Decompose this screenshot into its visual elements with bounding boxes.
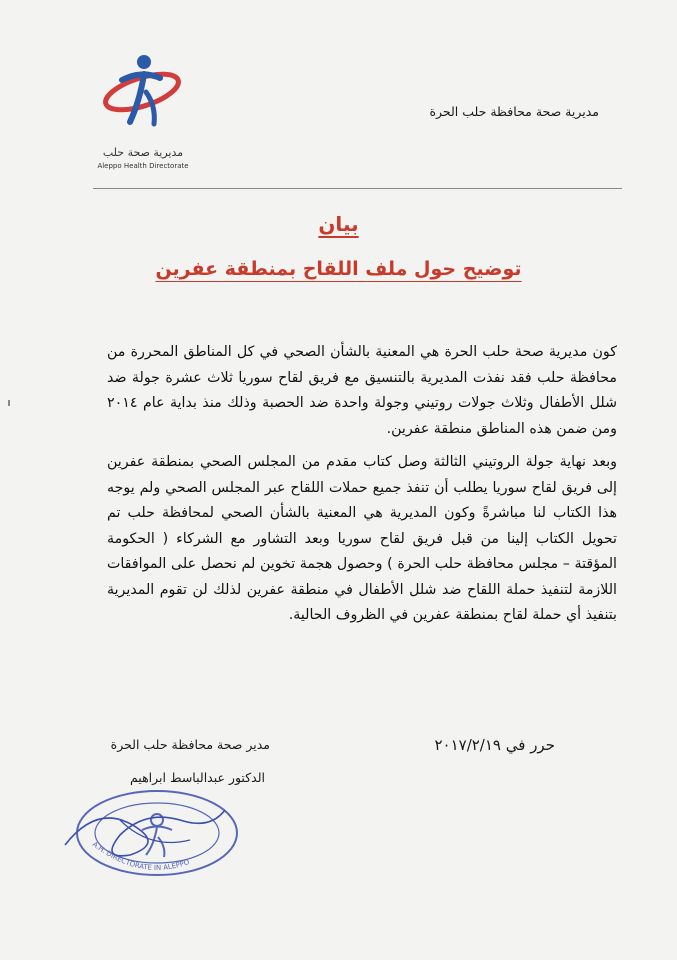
statement-title	[0, 212, 677, 236]
aleppo-health-logo	[88, 40, 198, 180]
logo-arabic-text: مديرية صحة حلب	[102, 146, 184, 159]
handwritten-signature	[60, 790, 230, 873]
scan-artifact	[8, 400, 10, 406]
statement-title-text: بيان	[318, 212, 359, 236]
signatory-name: الدكتور عبدالباسط ابراهيم	[129, 770, 265, 785]
header-divider	[93, 188, 622, 189]
statement-subtitle: توضيح حول ملف اللقاح بمنطقة عفرين	[155, 258, 522, 280]
signatory-title: مدير صحة محافظة حلب الحرة	[110, 737, 270, 752]
paragraph-2: وبعد نهاية جولة الروتيني الثالثة وصل كتاب مقدم من المجلس الصحي بمنطقة عفرين إلى فريق لقاح سوريا يطلب أن تنفذ جميع حملات اللقاح عبر المجلس الصحي ولم يوجه هذا الكتاب لنا مباشرةً وكون المديرية هي المعنية بالشأن الصحي لمحافظة حلب تم تحويل الكتاب إلينا من قبل فريق لقاح سوريا وبعد التشاور مع الشركاء ( الحكومة المؤقتة – مجلس محافظة حلب الحرة ) وحصول هجمة تخوين لم نحصل على الموافقات اللازمة لتنفيذ حملة اللقاح ضد شلل الأطفال في منطقة عفرين لذلك لن تقوم المديرية بتنفيذ أي حملة لقاح بمنطقة عفرين في الظروف الحالية.	[107, 454, 617, 623]
stamp-text: A.H. DIRECTORATE IN ALEPPO	[90, 840, 191, 873]
logo-english-text: Aleppo Health Directorate	[97, 162, 189, 170]
logo-emblem-icon	[102, 40, 182, 140]
issue-date: حرر في ٢٠١٧/٢/١٩	[434, 736, 555, 754]
directorate-name: مديرية صحة محافظة حلب الحرة	[429, 104, 599, 119]
paragraph-1: كون مديرية صحة حلب الحرة هي المعنية بالشأن الصحي في كل المناطق المحررة من محافظة حلب فقد نفذت المديرية بالتنسيق مع فريق لقاح سوريا ثلاث عشرة جولة ضد شلل الأطفال وثلاث جولات روتيني وجولة واحدة ضد الحصبة وذلك منذ بداية عام ٢٠١٤ ومن ضمن هذه المناطق منطقة عفرين.	[107, 344, 617, 437]
